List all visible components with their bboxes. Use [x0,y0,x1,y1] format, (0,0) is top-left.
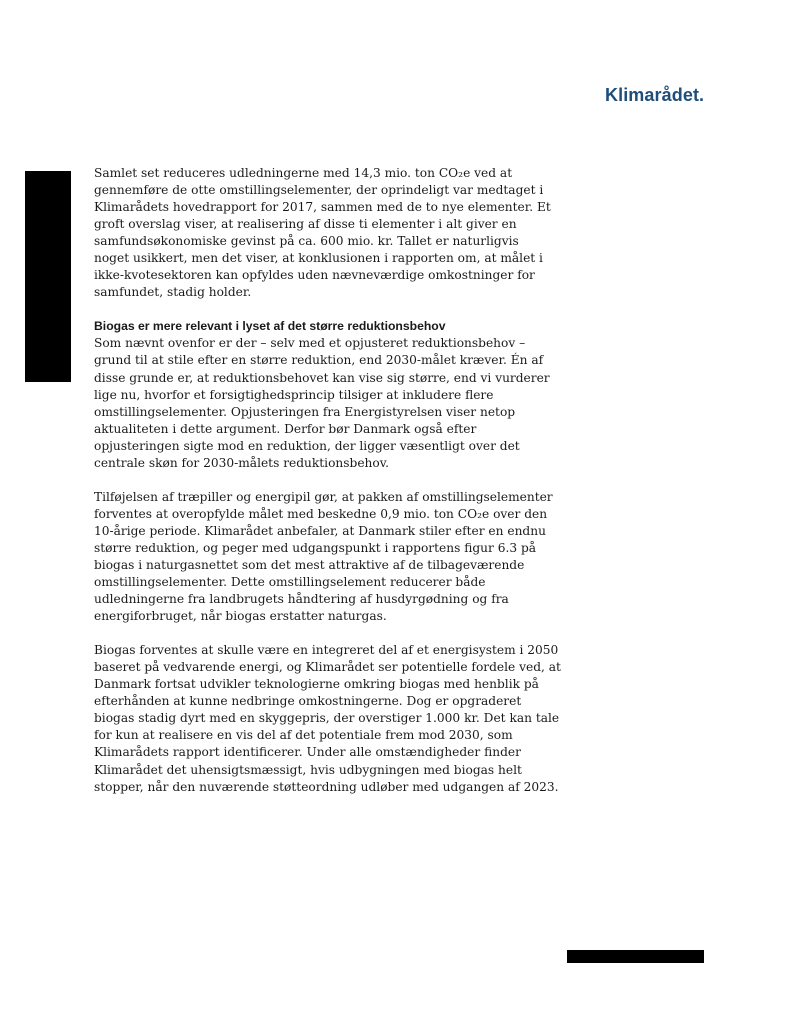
text-line: efterhånden at kunne nedbringe omkostningerne. Dog er opgraderet [94,694,522,709]
klimaraadet-logo: Klimarådet. [605,85,705,105]
text-line: opjusteringen sigte mod en reduktion, der ligger væsentligt over det [94,438,520,453]
text-line: baseret på vedvarende energi, og Klimarådet ser potentielle fordele ved, at [94,660,561,675]
paragraph-biogas-relevance [94,318,550,471]
text-line: aktualiteten i dette argument. Derfor bør Danmark også efter [94,421,477,436]
text-line: centrale skøn for 2030-målets reduktionsbehov. [94,455,390,470]
text-line: Klimarådets hovedrapport for 2017, sammen med de to nye elementer. Et [94,200,551,215]
text-line: forventes at overopfylde målet med beskedne 0,9 mio. ton CO₂e over den [94,506,548,521]
text-line: gennemføre de otte omstillingselementer, der oprindeligt var medtaget i [94,183,544,198]
section-heading: Biogas er mere relevant i lyset af det større reduktionsbehov [94,319,446,334]
bottom-redaction-bar [567,950,704,963]
text-line: samfundet, stadig holder. [94,285,252,300]
document-body [94,165,561,796]
text-line: groft overslag viser, at realisering af disse ti elementer i alt giver en [94,217,517,232]
text-line: stopper, når den nuværende støtteordning udløber med udgangen af 2023. [94,779,559,794]
text-line: Danmark fortsat udvikler teknologierne omkring biogas med henblik på [94,677,539,692]
text-line: udledningerne fra landbrugets håndtering af husdyrgødning og fra [94,592,509,607]
paragraph-spacer [94,625,539,642]
paragraph-wood-pellets [94,489,553,625]
text-line: biogas stadig dyrt med en skyggepris, der overstiger 1.000 kr. Det kan tale [94,711,560,726]
text-line: Samlet set reduceres udledningerne med 14,3 mio. ton CO₂e ved at [94,166,513,180]
text-line: grund til at stile efter en større reduktion, end 2030-målet kræver. Én af [94,353,544,368]
text-line: større reduktion, og peger med udgangspunkt i rapportens figur 6.3 på [94,540,537,555]
text-line: Klimarådet det uhensigtsmæssigt, hvis udbygningen med biogas helt [94,762,522,777]
text-line: biogas i naturgasnettet som det mest attraktive af de tilbageværende [94,557,525,572]
text-line: Tilføjelsen af træpiller og energipil gør, at pakken af omstillingselementer [94,489,553,504]
text-line: samfundsøkonomiske gevinst på ca. 600 mio. kr. Tallet er naturligvis [94,234,519,249]
text-line: Biogas forventes at skulle være en integreret del af et energisystem i 2050 [94,643,559,658]
text-line: 10-årige periode. Klimarådet anbefaler, at Danmark stiler efter en endnu [94,523,546,538]
text-line: Klimarådets rapport identificerer. Under alle omstændigheder finder [94,745,521,760]
text-line: omstillingselementer. Opjusteringen fra Energistyrelsen viser netop [94,404,516,419]
text-line: omstillingselementer. Dette omstillingselement reducerer både [94,575,486,590]
text-line: disse grunde er, at reduktionsbehovet kan vise sig større, end vi vurderer [94,370,550,385]
paragraph-spacer [94,301,539,318]
text-line: noget usikkert, men det viser, at konklusionen i rapporten om, at målet i [94,251,543,266]
text-line: ikke-kvotesektoren kan opfyldes uden nævneværdige omkostninger for [94,268,535,283]
text-line: energiforbruget, når biogas erstatter naturgas. [94,609,387,624]
paragraph-summary [94,165,551,301]
text-line: Som nævnt ovenfor er der – selv med et opjusteret reduktionsbehov – [94,336,526,351]
text-line: lige nu, hvorfor et forsigtighedsprincip tilsiger at inkludere flere [94,387,494,402]
paragraph-spacer [94,472,539,489]
text-line: for kun at realisere en vis del af det potentiale frem mod 2030, som [94,728,513,743]
paragraph-biogas-future [94,642,561,795]
side-redaction-bar [25,171,71,382]
